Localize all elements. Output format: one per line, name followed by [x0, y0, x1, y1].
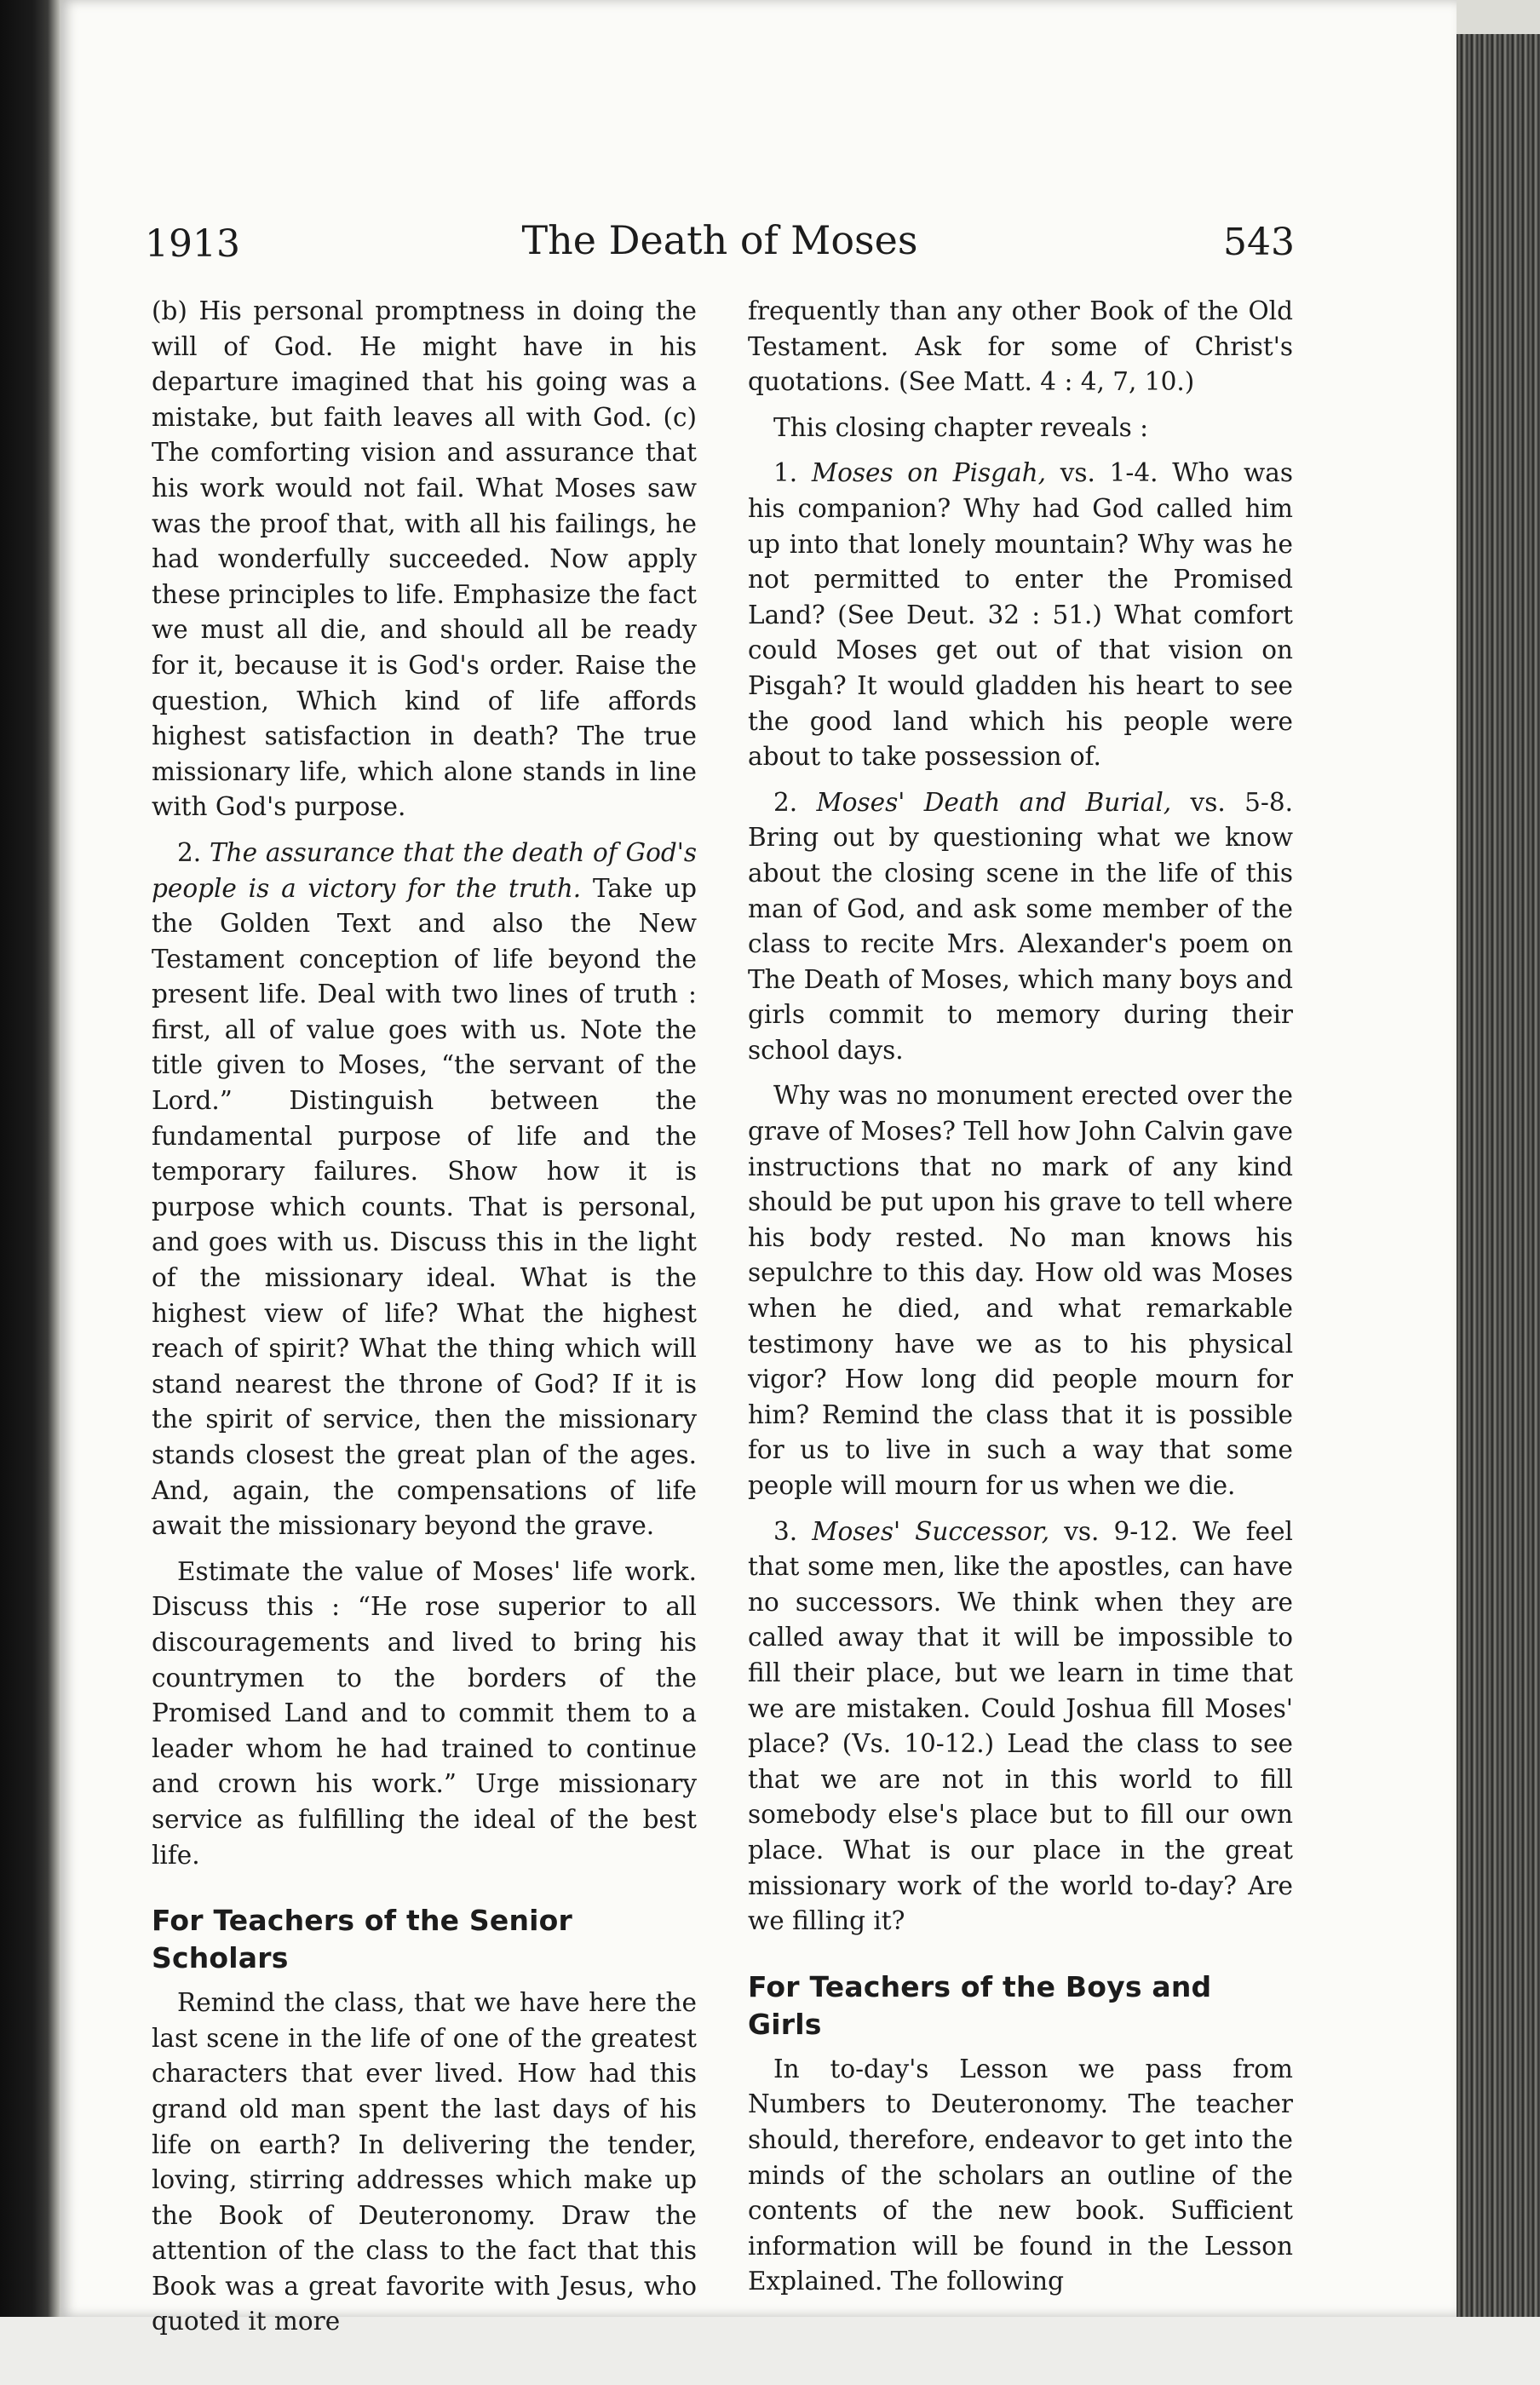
- point-heading: Moses' Death and Burial,: [816, 787, 1172, 817]
- point-number: 3.: [773, 1516, 798, 1546]
- point-number: 2.: [177, 837, 202, 867]
- point-heading: The assurance that the death of God's people is a victory for the truth.: [152, 837, 697, 903]
- paragraph: In to-day's Lesson we pass from Numbers to Deuteronomy. The teacher should, therefore, endeavor to get into the minds of the scholars an outline of the contents of the new book. Sufficient information will be found in the Lesson Explained. The following: [748, 2054, 1293, 2296]
- paragraph: [748, 1514, 1293, 1940]
- section-heading: For Teachers of the Boys and Girls: [748, 1969, 1212, 2041]
- paragraph: This closing chapter reveals :: [773, 412, 1149, 442]
- point-heading: Moses' Successor,: [812, 1516, 1050, 1546]
- paragraph-body: vs. 1-4. Who was his companion? Why had God called him up into that lonely mountain? Why was he not permitted to enter the Promised Land? (See Deut. 32 : 51.) What comfort could Moses get out of that vision on Pisgah? It would gladden his heart to see the good land which his people were about to take possession of.: [748, 458, 1293, 772]
- point-number: 2.: [773, 787, 798, 817]
- paragraph: Remind the class, that we have here the last scene in the life of one of the greatest characters that ever lived. How had this grand old man spent the last days of his life on earth? In delivering the tender, loving, stirring addresses which make up the Book of Deuteronomy. Draw the attention of the class to the fact that this Book was a great favorite with Jesus, who quoted it more: [152, 1988, 697, 2336]
- paragraph-body: Take up the Golden Text and also the New Testament conception of life beyond the present life. Deal with two lines of truth : first, all of value goes with us. Note the title given to Moses, “the servant of the Lord.” Distinguish between the fundamental purpose of life and the temporary failures. Show how it is purpose which counts. That is personal, and goes with us. Discuss this in the light of the missionary ideal. What is the highest view of life? What the highest reach of spirit? What the thing which will stand nearest the throne of God? If it is the spirit of service, then the missionary stands closest the great plan of the ages. And, again, the compensations of life await the missionary beyond the grave.: [152, 873, 697, 1541]
- page-title: The Death of Moses: [521, 217, 918, 263]
- paragraph: [748, 456, 1293, 774]
- running-header: [145, 217, 1295, 268]
- paragraph: Why was no monument erected over the grave of Moses? Tell how John Calvin gave instructions that no mark of any kind should be put upon his grave to tell where his body rested. No man knows his sepulchre to this day. How old was Moses when he died, and what remarkable testimony have we as to his physical vigor? How long did people mourn for him? Remind the class that it is possible for us to live in such a way that some people will mourn for us when we die.: [748, 1081, 1293, 1500]
- header-year: 1913: [145, 222, 240, 266]
- right-column: [748, 294, 1293, 2310]
- book-spine-shadow: [0, 0, 60, 2385]
- paragraph-body: vs. 5-8. Bring out by questioning what we know about the closing scene in the life of this man of God, and ask some member of the class to recite Mrs. Alexander's poem on The Death of Moses, which many boys and girls commit to memory during their school days.: [748, 787, 1293, 1065]
- paragraph: [748, 785, 1293, 1069]
- point-number: 1.: [773, 458, 798, 488]
- section-heading: For Teachers of the Senior Scholars: [152, 1904, 573, 1975]
- paragraph: Estimate the value of Moses' life work. Discuss this : “He rose superior to all discouragements and lived to bring his countrymen to the borders of the Promised Land and to commit them to a leader whom he had trained to continue and crown his work.” Urge missionary service as fulfilling the ideal of the best life.: [152, 1556, 697, 1870]
- paragraph: frequently than any other Book of the Old Testament. Ask for some of Christ's quotations. (See Matt. 4 : 4, 7, 10.): [748, 296, 1293, 397]
- paragraph: (b) His personal promptness in doing the will of God. He might have in his departure imagined that his going was a mistake, but faith leaves all with God. (c) The comforting vision and assurance that his work would not fail. What Moses saw was the proof that, with all his failings, he had wonderfully succeeded. Now apply these principles to life. Emphasize the fact we must all die, and should all be ready for it, because it is God's order. Raise the question, Which kind of life affords highest satisfaction in death? The true missionary life, which alone stands in line with God's purpose.: [152, 296, 697, 822]
- page-stack-edge: [1457, 34, 1540, 2317]
- paragraph: [152, 836, 697, 1544]
- left-column: [152, 294, 697, 2350]
- point-heading: Moses on Pisgah,: [811, 458, 1047, 488]
- page-number: 543: [1223, 221, 1295, 264]
- paragraph-body: vs. 9-12. We feel that some men, like the apostles, can have no successors. We think when they are called away that it will be impossible to fill their place, but we learn in time that we are mistaken. Could Joshua fill Moses' place? (Vs. 10-12.) Lead the class to see that we are not in this world to fill somebody else's place but to fill our own place. What is our place in the great missionary work of the world to-day? Are we filling it?: [748, 1516, 1293, 1936]
